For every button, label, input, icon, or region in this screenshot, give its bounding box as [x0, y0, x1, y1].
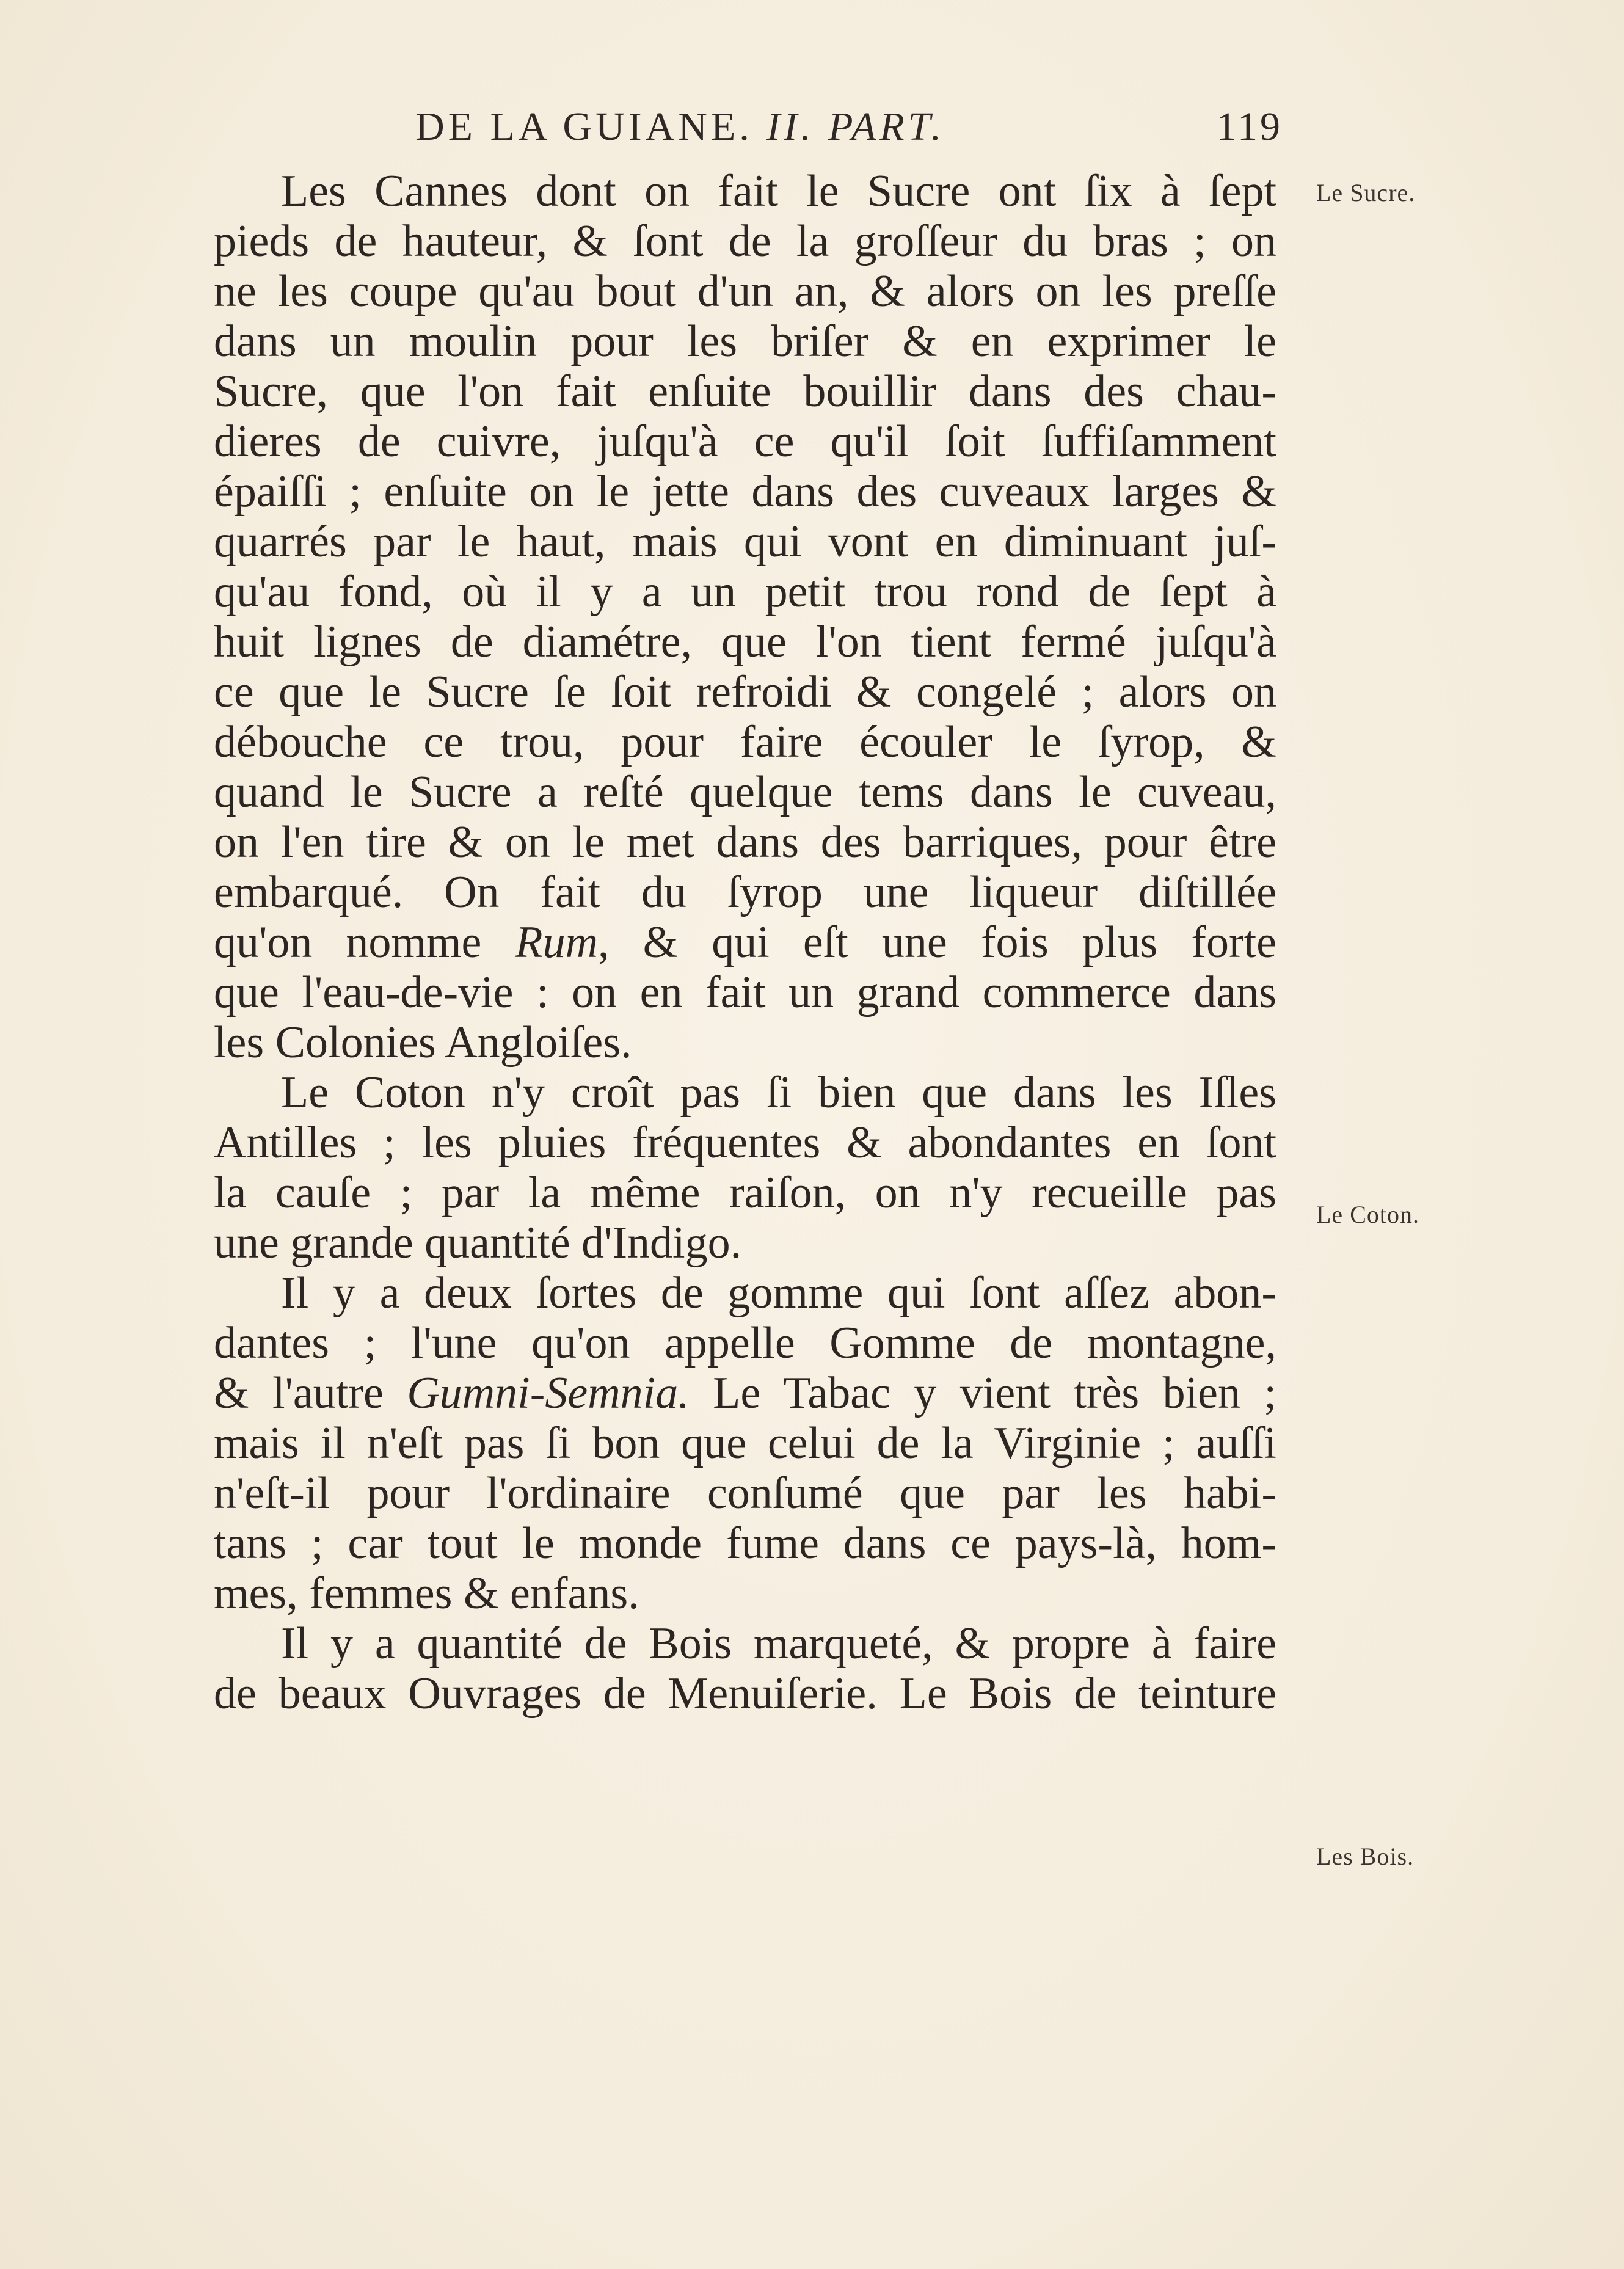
- text-line: [214, 917, 1276, 967]
- text-line: embarqué. On fait du ſyrop une liqueur diſtillée: [214, 867, 1276, 917]
- text-line: qu'au fond, où il y a un petit trou rond de ſept à: [214, 567, 1276, 617]
- text-line: dieres de cuivre, juſqu'à ce qu'il ſoit ſuffiſamment: [214, 417, 1276, 467]
- text-line: Le Coton n'y croît pas ſi bien que dans les Iſles: [281, 1068, 1276, 1118]
- margin-note-sucre: Le Sucre.: [1316, 179, 1416, 206]
- text-line: ce que le Sucre ſe ſoit refroidi & congelé ; alors on: [214, 667, 1276, 717]
- text-line: dantes ; l'une qu'on appelle Gomme de montagne,: [214, 1318, 1276, 1368]
- text-segment: qu'on nomme: [214, 917, 515, 967]
- text-line: de beaux Ouvrages de Menuiſerie. Le Bois de teinture: [214, 1669, 1276, 1719]
- text-line: n'eſt-il pour l'ordinaire conſumé que par les habi-: [214, 1468, 1276, 1518]
- body-text: [214, 166, 1276, 1719]
- text-line: Les Cannes dont on fait le Sucre ont ſix à ſept: [281, 166, 1276, 216]
- margin-note-bois: Les Bois.: [1316, 1843, 1415, 1870]
- page-header: [415, 104, 1283, 165]
- text-segment: , & qui eſt une fois plus forte: [598, 917, 1276, 967]
- text-line: épaiſſi ; enſuite on le jette dans des cuveaux larges &: [214, 467, 1276, 517]
- text-line: on l'en tire & on le met dans des barriques, pour être: [214, 817, 1276, 867]
- text-line: quand le Sucre a reſté quelque tems dans le cuveau,: [214, 767, 1276, 817]
- text-line: ne les coupe qu'au bout d'un an, & alors on les preſſe: [214, 266, 1276, 316]
- text-line: débouche ce trou, pour faire écouler le ſyrop, &: [214, 717, 1276, 767]
- text-line: mes, femmes & enfans.: [214, 1568, 639, 1619]
- text-line: Il y a quantité de Bois marqueté, & propre à faire: [281, 1619, 1276, 1669]
- text-line: Il y a deux ſortes de gomme qui ſont aſſez abon-: [281, 1268, 1276, 1318]
- text-line: la cauſe ; par la même raiſon, on n'y recueille pas: [214, 1168, 1276, 1218]
- text-line: [214, 1368, 1276, 1418]
- text-line: pieds de hauteur, & ſont de la groſſeur du bras ; on: [214, 216, 1276, 266]
- part-label: II. PART.: [766, 104, 945, 149]
- text-line: les Colonies Angloiſes.: [214, 1018, 632, 1068]
- text-line: mais il n'eſt pas ſi bon que celui de la Virginie ; auſſi: [214, 1418, 1276, 1468]
- text-line: dans un moulin pour les briſer & en exprimer le: [214, 316, 1276, 366]
- running-title: DE LA GUIANE.: [415, 104, 753, 149]
- running-head: [415, 104, 945, 150]
- text-segment: Le Tabac y vient très bien ;: [689, 1368, 1277, 1418]
- italic-term-gumni-semnia: Gumni-Semnia.: [407, 1368, 690, 1418]
- italic-term-rum: Rum: [515, 917, 599, 967]
- text-line: Sucre, que l'on fait enſuite bouillir dans des chau-: [214, 366, 1276, 417]
- text-segment: & l'autre: [214, 1368, 407, 1418]
- text-line: Antilles ; les pluies fréquentes & abondantes en ſont: [214, 1118, 1276, 1168]
- text-line: une grande quantité d'Indigo.: [214, 1218, 742, 1268]
- margin-note-coton: Le Coton.: [1316, 1201, 1419, 1228]
- text-line: huit lignes de diamétre, que l'on tient fermé juſqu'à: [214, 617, 1276, 667]
- page-number: 119: [1216, 104, 1283, 149]
- text-line: que l'eau-de-vie : on en fait un grand commerce dans: [214, 967, 1276, 1018]
- text-line: quarrés par le haut, mais qui vont en diminuant juſ-: [214, 517, 1276, 567]
- text-line: tans ; car tout le monde fume dans ce pays-là, hom-: [214, 1518, 1276, 1568]
